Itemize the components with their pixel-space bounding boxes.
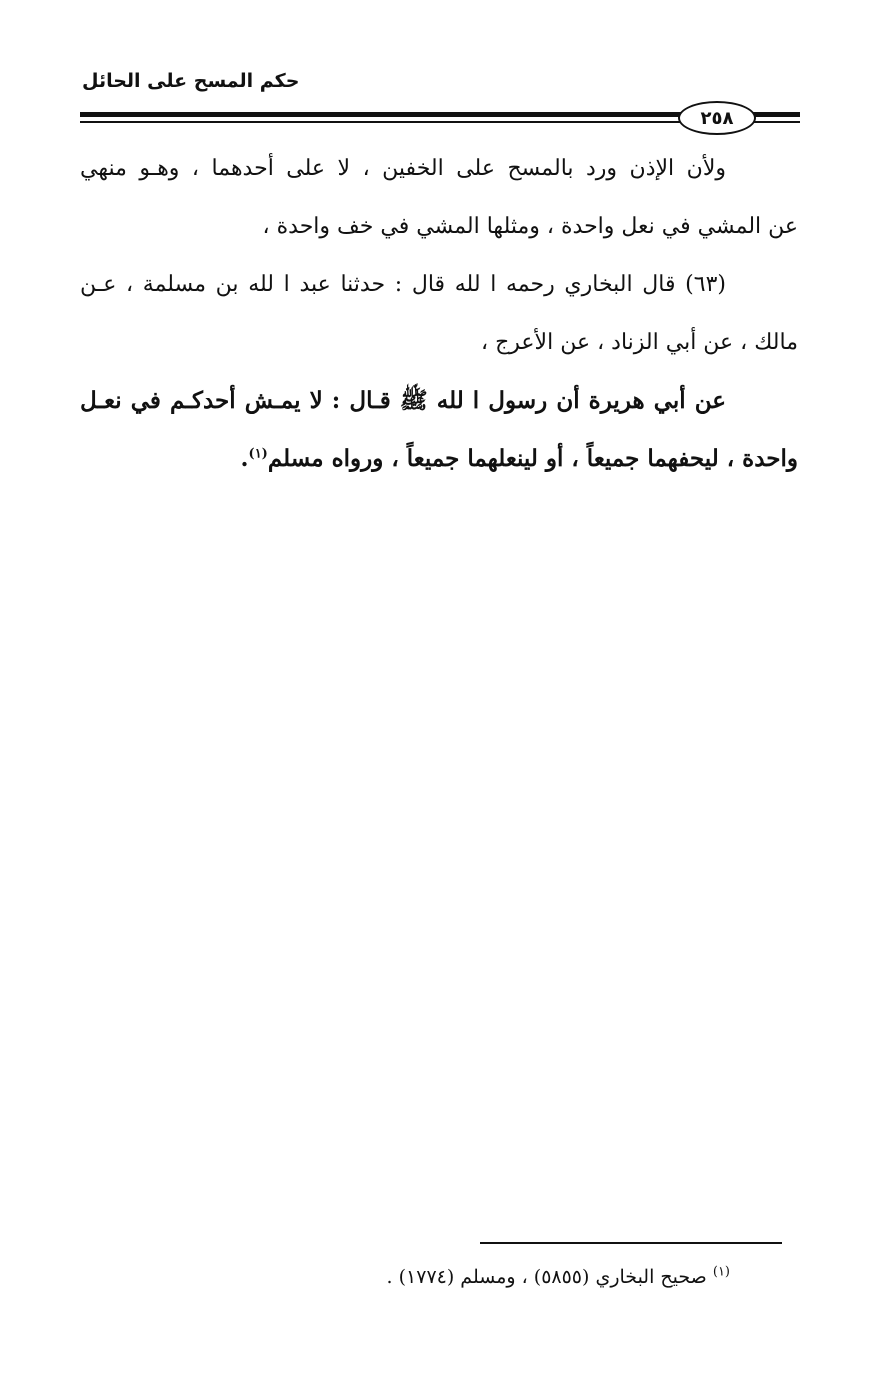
page-number-text: ٢٥٨	[700, 107, 734, 129]
hadith-line-1: عن أبي هريرة أن رسول ا لله ﷺ قـال : لا يمـش أحدكـم في نعـل	[80, 387, 726, 414]
hadith-line-2	[80, 430, 798, 488]
body-text	[80, 140, 798, 488]
footnote-text: صحيح البخاري (٥٨٥٥) ، ومسلم (١٧٧٤) .	[386, 1266, 707, 1288]
footnote-reference[interactable]: (١)	[248, 446, 268, 462]
page-number	[678, 101, 756, 135]
running-title: حكم المسح على الحائل	[82, 70, 300, 92]
footnote-marker: (١)	[712, 1264, 730, 1280]
footnote-separator	[480, 1242, 782, 1244]
body-line-2: عن المشي في نعل واحدة ، ومثلها المشي في خف واحدة ،	[262, 214, 798, 239]
body-line-3: (٦٣) قال البخاري رحمه ا لله قال : حدثنا عبد ا لله بن مسلمة ، عـن	[80, 272, 726, 297]
body-line-4: مالك ، عن أبي الزناد ، عن الأعرج ،	[480, 330, 798, 355]
final-period: .	[240, 445, 249, 472]
body-line-1: ولأن الإذن ورد بالمسح على الخفين ، لا على أحدهما ، وهـو منهي	[80, 156, 726, 181]
hadith-line-2-text: واحدة ، ليحفهما جميعاً ، أو لينعلهما جميعاً ، ورواه مسلم	[267, 445, 798, 472]
footnote-1	[300, 1266, 730, 1288]
